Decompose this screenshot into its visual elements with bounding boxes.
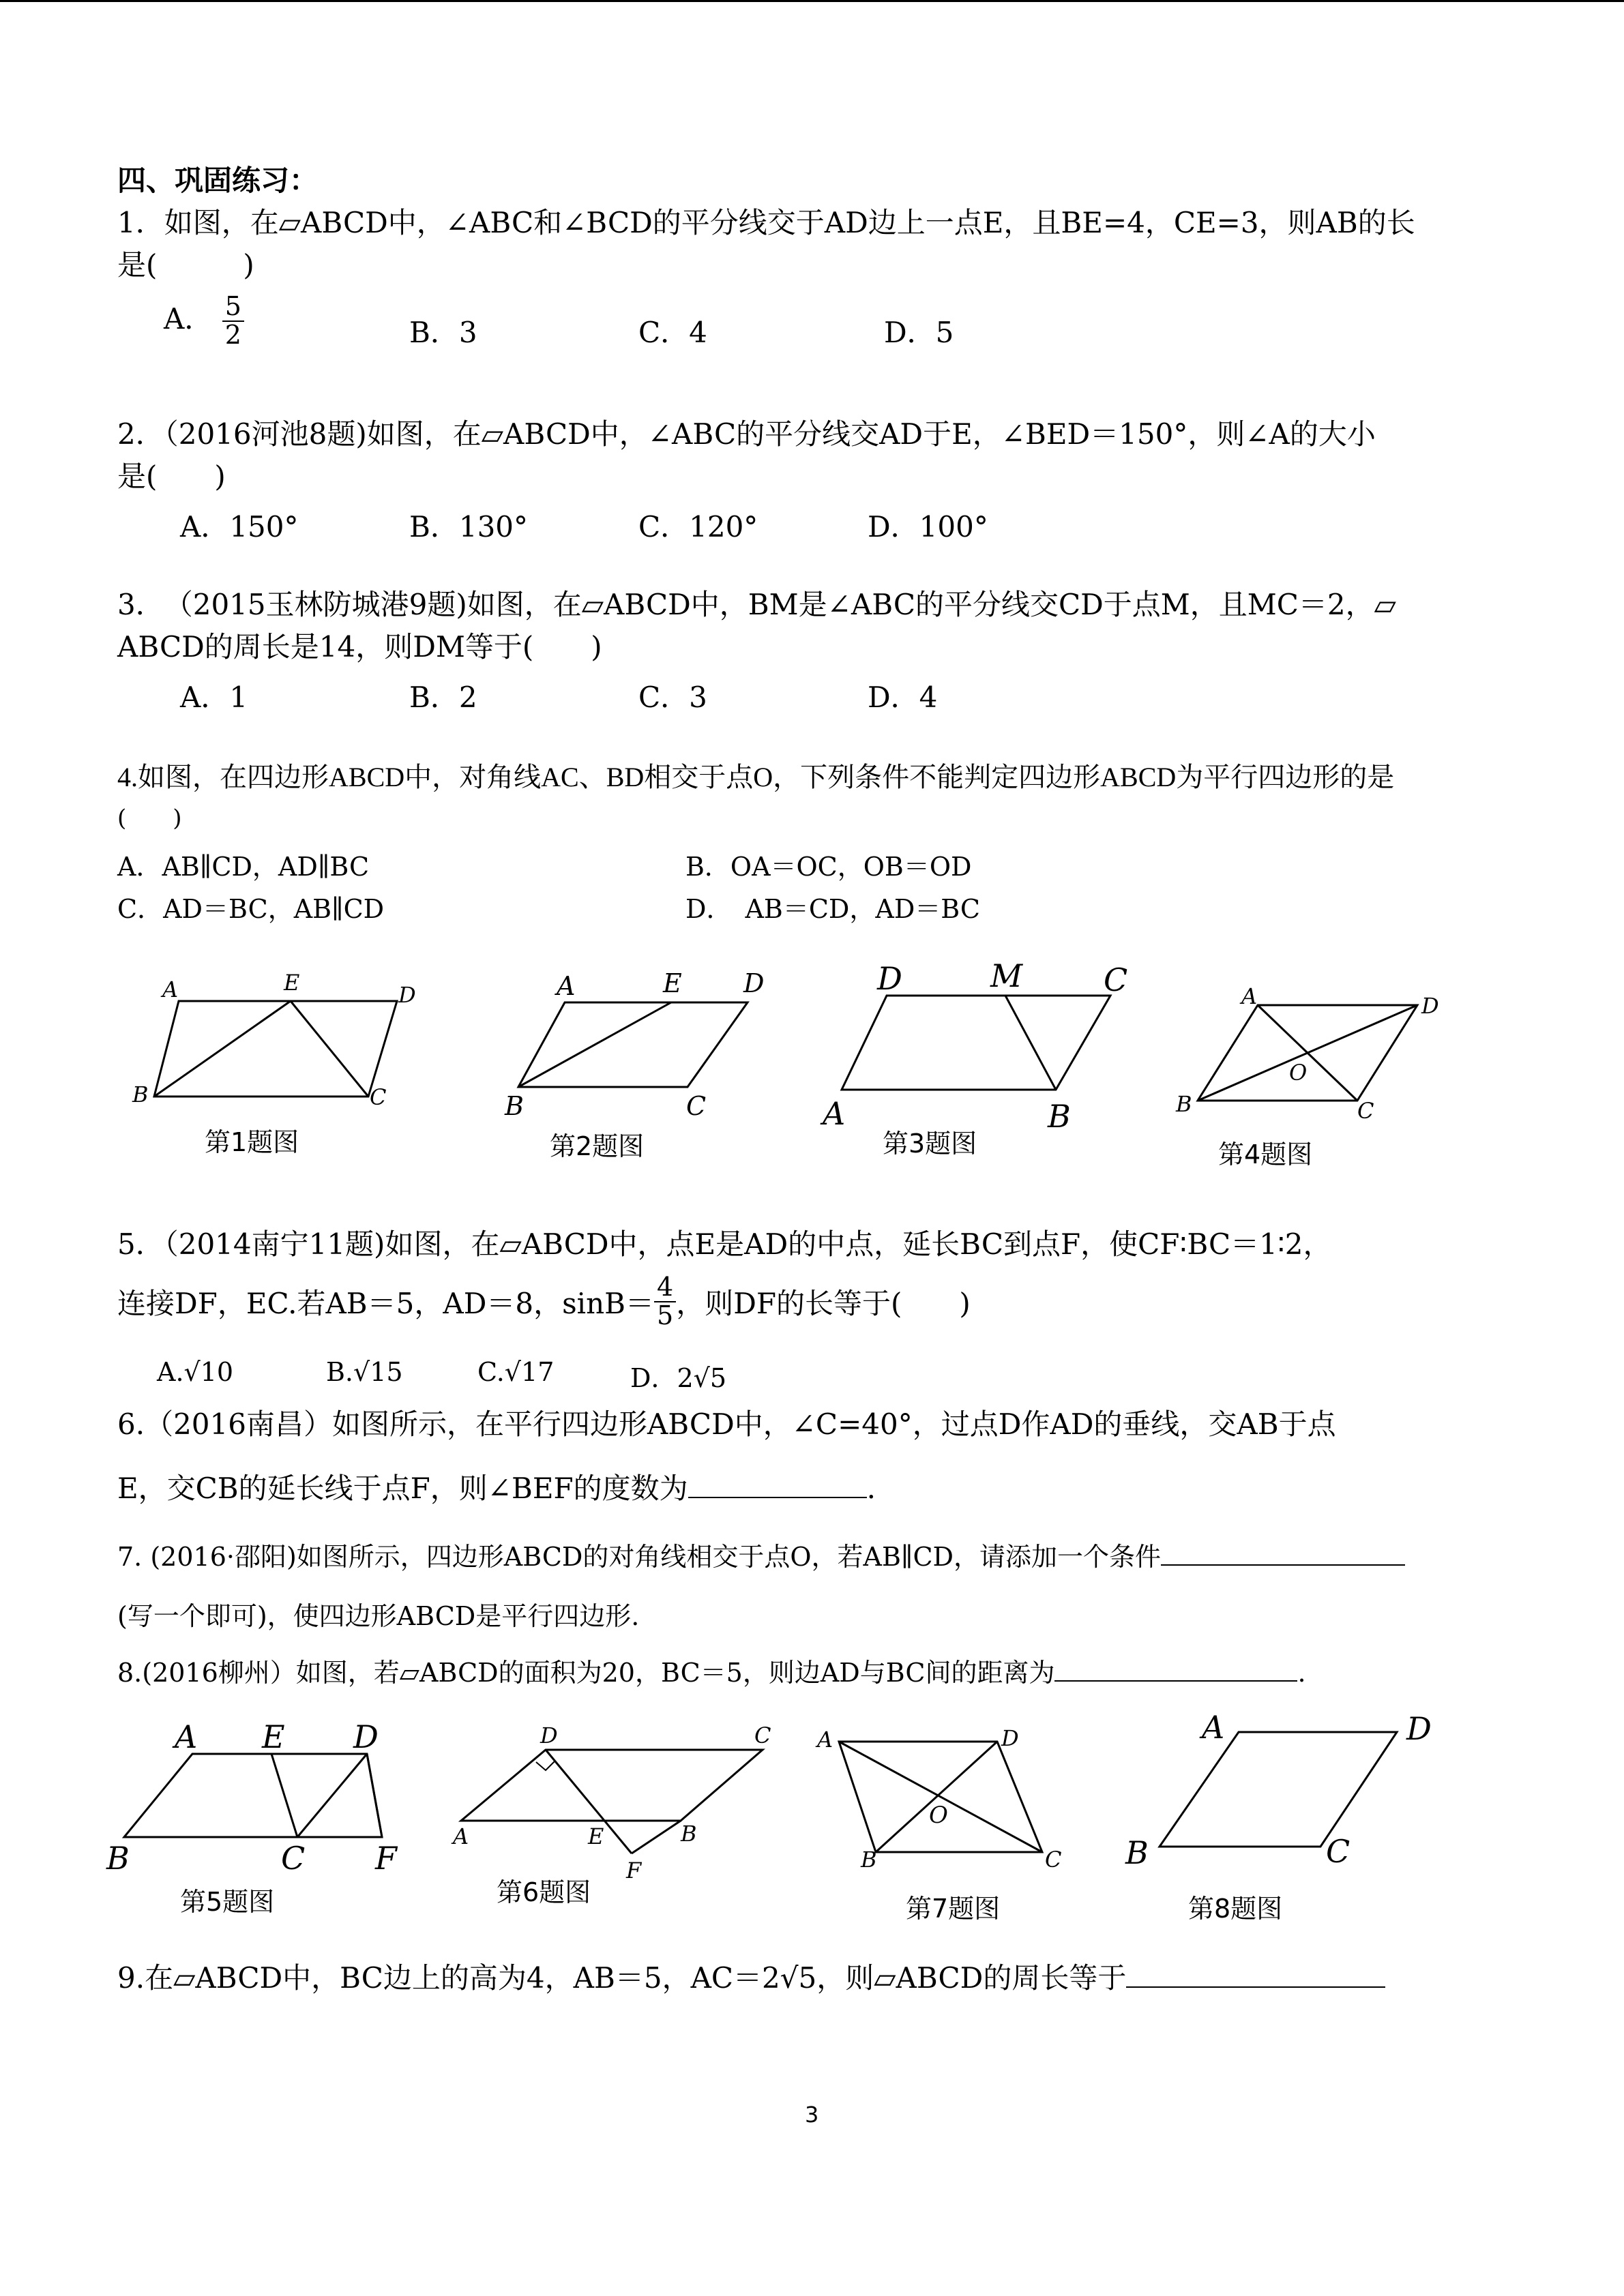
fig5-caption: 第5题图 — [180, 1887, 275, 1917]
q4-option-d: D． AB＝CD，AD＝BC — [685, 894, 980, 924]
fig1-label-e: E — [284, 970, 300, 996]
q5-option-a: A.√10 — [157, 1357, 234, 1387]
q2-line2: 是( ) — [117, 460, 226, 493]
page-number: 3 — [805, 2102, 819, 2128]
fig8-label-b: B — [1125, 1834, 1149, 1871]
q2-option-d: D．100° — [868, 510, 988, 543]
fig2-caption: 第2题图 — [550, 1131, 645, 1161]
q5-option-b: B.√15 — [326, 1357, 403, 1387]
q5-line1: 5．（2014南宁11题)如图，在▱ABCD中，点E是AD的中点，延长BC到点F，使CF∶BC＝1∶2， — [117, 1227, 1332, 1261]
q7-line1-text: 7. (2016·邵阳)如图所示，四边形ABCD的对角线相交于点O，若AB∥CD，请添加一个条件 — [117, 1542, 1162, 1572]
fig5-label-f: F — [375, 1840, 397, 1877]
fig5-shape — [124, 1754, 382, 1837]
fig6-label-c: C — [754, 1723, 771, 1748]
q4-option-b: B．OA＝OC，OB＝OD — [685, 852, 972, 882]
fig5-segment-dc — [297, 1754, 367, 1837]
fig8-label-c: C — [1326, 1833, 1350, 1870]
fig1-label-d: D — [398, 982, 416, 1008]
fig6-right-angle-mark — [536, 1761, 555, 1770]
fraction-denominator: 5 — [657, 1300, 674, 1330]
q7-line2: (写一个即可)，使四边形ABCD是平行四边形. — [117, 1601, 640, 1631]
fraction-denominator: 2 — [224, 319, 241, 350]
fig2-label-a: A — [557, 971, 576, 1001]
fig5-segment-df — [367, 1754, 382, 1837]
fig6-caption: 第6题图 — [497, 1877, 591, 1907]
q3-option-c: C．3 — [638, 681, 707, 714]
q8-line1-text: 8.(2016柳州）如图，若▱ABCD的面积为20，BC＝5，则边AD与BC间的距离为 — [117, 1658, 1055, 1688]
fig1-label-c: C — [370, 1084, 387, 1110]
fig7-label-c: C — [1045, 1847, 1062, 1873]
fig1-label-b: B — [132, 1082, 149, 1107]
q1-line2: 是( ) — [117, 248, 254, 282]
fig6-segment-fb — [632, 1821, 681, 1853]
q3-option-b: B．2 — [409, 681, 477, 714]
fig7-label-o: O — [929, 1802, 948, 1829]
fig4-label-c: C — [1357, 1098, 1374, 1124]
fraction-numerator: 5 — [222, 293, 244, 322]
fig1-label-a: A — [162, 976, 179, 1002]
fig1-caption: 第1题图 — [205, 1127, 299, 1157]
fig3-label-b: B — [1048, 1098, 1071, 1135]
q9-line1-text: 9.在▱ABCD中，BC边上的高为4，AB＝5，AC＝2√5，则▱ABCD的周长等于 — [117, 1961, 1127, 1995]
fig6-label-e: E — [588, 1823, 604, 1849]
fig5-label-c: C — [281, 1840, 306, 1877]
fig2-label-e: E — [663, 968, 682, 998]
q5-line2-post: ，则DF的长等于( ) — [676, 1286, 971, 1320]
fig7-label-a: A — [817, 1727, 833, 1753]
q2-line1: 2．（2016河池8题)如图，在▱ABCD中，∠ABC的平分线交AD于E，∠BED＝150°，则∠A的大小 — [117, 417, 1376, 451]
q8-line1-end: . — [1297, 1658, 1306, 1688]
fig6-label-b: B — [681, 1821, 697, 1847]
fig3-caption: 第3题图 — [883, 1129, 977, 1159]
fig2-label-b: B — [505, 1091, 524, 1121]
fig5-label-a: A — [175, 1718, 198, 1755]
q3-line2: ABCD的周长是14，则DM等于( ) — [117, 630, 602, 664]
q3-option-d: D．4 — [868, 681, 938, 714]
fig8-parallelogram — [1160, 1732, 1397, 1847]
q1-option-d: D．5 — [884, 316, 954, 349]
q4-option-c: C．AD＝BC，AB∥CD — [117, 894, 385, 924]
fig6-parallelogram — [461, 1750, 763, 1821]
fig6-label-f: F — [626, 1858, 642, 1883]
q6-line2-end: . — [866, 1472, 876, 1505]
fig7-caption: 第7题图 — [906, 1894, 1001, 1924]
fig4-caption: 第4题图 — [1218, 1139, 1313, 1169]
fig8-label-a: A — [1202, 1709, 1225, 1746]
fig7-label-b: B — [861, 1847, 877, 1873]
fig5-label-b: B — [106, 1840, 130, 1877]
fraction-numerator: 4 — [654, 1274, 676, 1302]
fig3-label-m: M — [990, 957, 1023, 994]
q6-line1: 6.（2016南昌）如图所示，在平行四边形ABCD中，∠C=40°，过点D作AD的垂线，交AB于点 — [117, 1407, 1336, 1441]
q5-option-c: C.√17 — [477, 1357, 555, 1387]
q1-option-a-label: A． — [164, 301, 213, 336]
section-title: 四、巩固练习： — [117, 164, 319, 197]
fig5-label-d: D — [353, 1718, 379, 1755]
fig4-label-a: A — [1241, 983, 1258, 1009]
q6-line2-text: E，交CB的延长线于点F，则∠BEF的度数为 — [117, 1472, 688, 1505]
q2-option-a: A．150° — [180, 510, 299, 543]
q5-option-d: D．2√5 — [630, 1363, 727, 1393]
q4-line1: 4.如图，在四边形ABCD中，对角线AC、BD相交于点O，下列条件不能判定四边形ABCD为平行四边形的是 — [117, 762, 1395, 792]
q3-option-a: A．1 — [180, 681, 248, 714]
fig7-label-d: D — [1001, 1725, 1019, 1751]
q1-option-c: C．4 — [638, 316, 707, 349]
q5-line2-pre: 连接DF，EC.若AB＝5，AD＝8，sinB＝ — [117, 1286, 655, 1320]
fig8-label-d: D — [1406, 1710, 1432, 1747]
fig2-label-d: D — [743, 968, 765, 998]
q4-line2: ( ) — [117, 805, 182, 832]
fig6-label-d: D — [540, 1723, 558, 1748]
q2-option-c: C．120° — [638, 510, 758, 543]
q2-option-b: B．130° — [409, 510, 529, 543]
q1-line1: 1．如图，在▱ABCD中，∠ABC和∠BCD的平分线交于AD边上一点E，且BE=4，CE=3，则AB的长 — [117, 206, 1415, 239]
q9-line1 — [117, 1961, 1385, 1995]
fig3-label-a: A — [823, 1095, 846, 1132]
fig2-label-c: C — [686, 1091, 707, 1121]
q3-line1: 3． （2015玉林防城港9题)如图，在▱ABCD中，BM是∠ABC的平分线交CD于点M，且MC＝2，▱ — [117, 588, 1396, 621]
fig5-segment-ec — [271, 1754, 297, 1837]
fig3-label-c: C — [1104, 961, 1128, 998]
fig4-label-d: D — [1421, 993, 1439, 1019]
fig3-label-d: D — [877, 960, 902, 997]
q4-option-a: A．AB∥CD，AD∥BC — [117, 852, 370, 882]
q9-answer-blank[interactable] — [1126, 1963, 1385, 1988]
fig7-diagonal-bd — [876, 1742, 997, 1852]
fig6-label-a: A — [453, 1823, 469, 1849]
fig4-label-o: O — [1289, 1060, 1308, 1086]
fig8-caption: 第8题图 — [1188, 1894, 1283, 1924]
q1-option-b: B．3 — [409, 316, 477, 349]
fig5-label-e: E — [262, 1718, 285, 1755]
fig4-label-b: B — [1176, 1091, 1192, 1117]
